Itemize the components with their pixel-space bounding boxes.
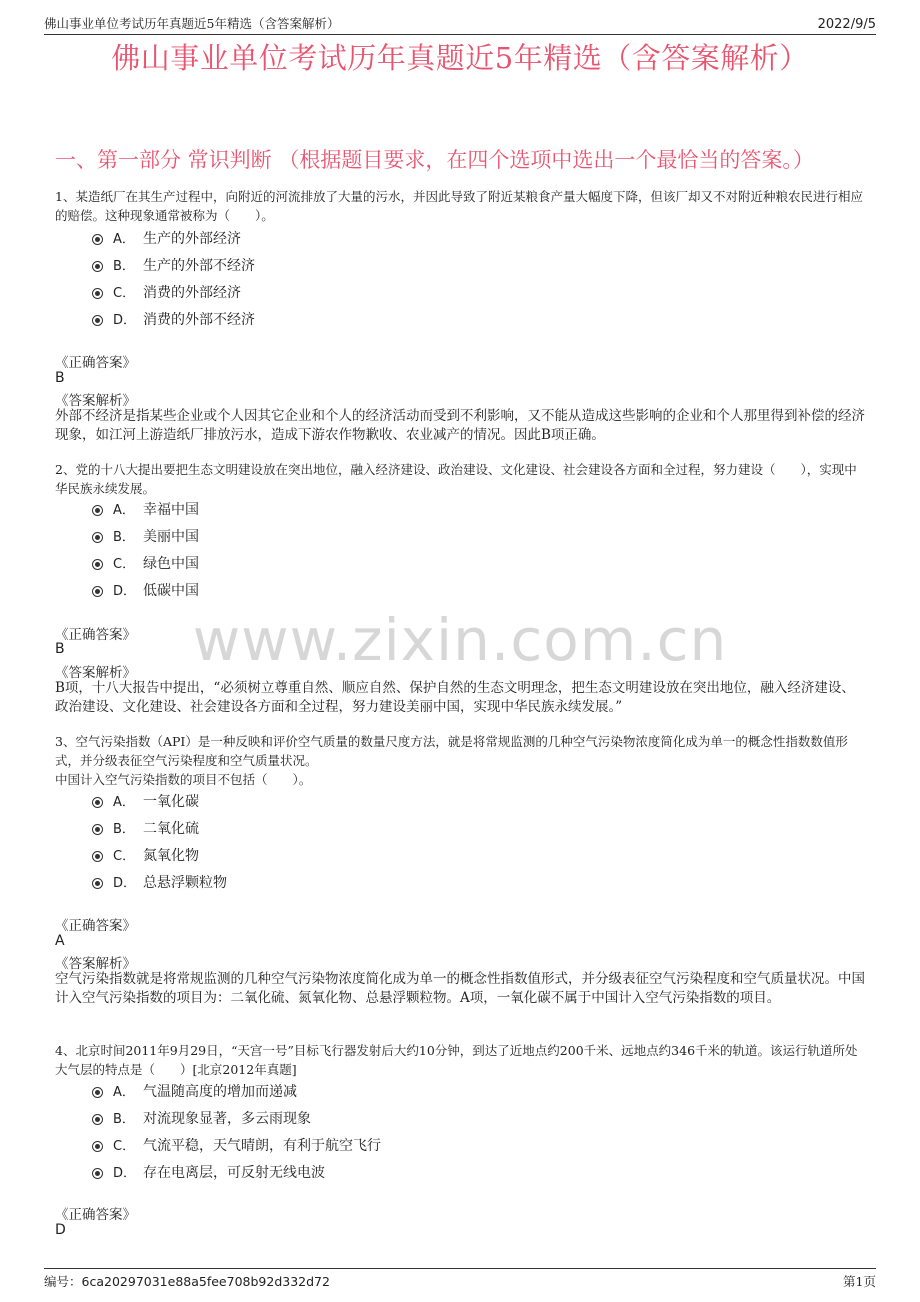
correct-answer-label: 《正确答案》 — [55, 627, 136, 643]
radio-icon[interactable] — [92, 851, 103, 862]
option-row[interactable] — [92, 495, 199, 522]
correct-answer: D — [55, 1222, 66, 1238]
analysis-label: 《答案解析》 — [55, 393, 136, 409]
option-text: 低碳中国 — [143, 582, 199, 599]
question-3-options — [92, 787, 227, 895]
option-text: 生产的外部经济 — [143, 230, 241, 247]
code-value: 6ca20297031e88a5fee708b92d332d72 — [81, 1274, 330, 1289]
question-4-text: 4、北京时间2011年9月29日，“天宫一号”目标飞行器发射后大约10分钟，到达了近地点约200千米、远地点约346千米的轨道。该运行轨道所处大气层的特点是（ ）[北京2012年真题] — [55, 1043, 858, 1077]
option-letter: B． — [113, 259, 135, 274]
option-row[interactable] — [92, 305, 255, 332]
correct-answer: B — [55, 641, 65, 657]
radio-icon[interactable] — [92, 797, 103, 808]
option-letter: C． — [113, 557, 136, 572]
question-3-prompt: 中国计入空气污染指数的项目不包括（ ）。 — [55, 772, 312, 787]
option-text: 绿色中国 — [143, 555, 199, 572]
radio-icon[interactable] — [92, 824, 103, 835]
option-row[interactable] — [92, 278, 255, 305]
radio-icon[interactable] — [92, 261, 103, 272]
analysis-label: 《答案解析》 — [55, 665, 136, 681]
document-code — [44, 1272, 330, 1290]
question-4-options — [92, 1077, 381, 1185]
option-text: 气温随高度的增加而递减 — [143, 1083, 297, 1100]
option-text: 消费的外部经济 — [143, 284, 241, 301]
correct-answer-label: 《正确答案》 — [55, 355, 136, 371]
question-1-text: 1、某造纸厂在其生产过程中，向附近的河流排放了大量的污水，并因此导致了附近某粮食产量大幅度下降，但该厂却又不对附近种粮农民进行相应的赔偿。这种现象通常被称为（ ）。 — [55, 189, 863, 223]
option-row[interactable] — [92, 787, 227, 814]
option-row[interactable] — [92, 814, 227, 841]
correct-answer-label: 《正确答案》 — [55, 1207, 136, 1223]
radio-icon[interactable] — [92, 315, 103, 326]
option-text: 氮氧化物 — [143, 847, 199, 864]
option-letter: D． — [113, 1166, 137, 1181]
radio-icon[interactable] — [92, 288, 103, 299]
radio-icon[interactable] — [92, 1141, 103, 1152]
correct-answer: B — [55, 370, 65, 386]
radio-icon[interactable] — [92, 1168, 103, 1179]
option-text: 气流平稳，天气晴朗，有利于航空飞行 — [143, 1137, 381, 1154]
watermark: www.zixin.com.cn — [192, 606, 728, 674]
page-header — [44, 10, 876, 35]
document-title: 佛山事业单位考试历年真题近5年精选（含答案解析） — [111, 41, 809, 75]
option-letter: A． — [113, 232, 135, 247]
option-letter: C． — [113, 849, 136, 864]
option-row[interactable] — [92, 522, 199, 549]
option-text: 消费的外部不经济 — [143, 311, 255, 328]
option-letter: D． — [113, 876, 137, 891]
option-row[interactable] — [92, 251, 255, 278]
radio-icon[interactable] — [92, 878, 103, 889]
analysis-label: 《答案解析》 — [55, 956, 136, 972]
option-text: 存在电离层，可反射无线电波 — [143, 1164, 325, 1181]
option-row[interactable] — [92, 868, 227, 895]
radio-icon[interactable] — [92, 1114, 103, 1125]
radio-icon[interactable] — [92, 1087, 103, 1098]
header-date: 2022/9/5 — [817, 17, 876, 32]
option-row[interactable] — [92, 1158, 381, 1185]
analysis-text: B项，十八大报告中提出，“必须树立尊重自然、顺应自然、保护自然的生态文明理念，把生态文明建设放在突出地位，融入经济建设、政治建设、文化建设、社会建设各方面和全过程，努力建设美丽中国，实现中华民族永续发展。” — [55, 680, 855, 715]
option-text: 幸福中国 — [143, 501, 199, 518]
option-row[interactable] — [92, 576, 199, 603]
option-row[interactable] — [92, 224, 255, 251]
option-letter: D． — [113, 584, 137, 599]
option-letter: C． — [113, 1139, 136, 1154]
header-title: 佛山事业单位考试历年真题近5年精选（含答案解析） — [44, 16, 340, 31]
option-row[interactable] — [92, 1104, 381, 1131]
option-text: 对流现象显著，多云雨现象 — [143, 1110, 311, 1127]
analysis-text: 外部不经济是指某些企业或个人因其它企业和个人的经济活动而受到不利影响，又不能从造成这些影响的企业和个人那里得到补偿的经济现象，如江河上游造纸厂排放污水，造成下游农作物歉收、农业减产的情况。因此B项正确。 — [55, 408, 865, 443]
option-row[interactable] — [92, 1077, 381, 1104]
option-text: 生产的外部不经济 — [143, 257, 255, 274]
option-text: 二氧化硫 — [143, 820, 199, 837]
correct-answer-label: 《正确答案》 — [55, 918, 136, 934]
radio-icon[interactable] — [92, 234, 103, 245]
option-row[interactable] — [92, 841, 227, 868]
option-text: 一氧化碳 — [143, 793, 199, 810]
option-text: 总悬浮颗粒物 — [143, 874, 227, 891]
radio-icon[interactable] — [92, 532, 103, 543]
radio-icon[interactable] — [92, 559, 103, 570]
page-footer — [44, 1268, 876, 1294]
option-letter: A． — [113, 1085, 135, 1100]
correct-answer: A — [55, 933, 65, 949]
option-letter: B． — [113, 822, 135, 837]
option-text: 美丽中国 — [143, 528, 199, 545]
option-letter: B． — [113, 1112, 135, 1127]
page-number: 第1页 — [843, 1274, 876, 1289]
radio-icon[interactable] — [92, 505, 103, 516]
option-letter: B． — [113, 530, 135, 545]
option-letter: C． — [113, 286, 136, 301]
analysis-text: 空气污染指数就是将常规监测的几种空气污染物浓度简化成为单一的概念性指数值形式，并分级表征空气污染程度和空气质量状况。中国计入空气污染指数的项目为：二氧化硫、氮氧化物、总悬浮颗粒物。A项，一氧化碳不属于中国计入空气污染指数的项目。 — [55, 971, 865, 1006]
option-letter: D． — [113, 313, 137, 328]
section-title: 一、第一部分 常识判断 （根据题目要求，在四个选项中选出一个最恰当的答案。） — [55, 148, 814, 172]
question-1-options — [92, 224, 255, 332]
question-2-text: 2、党的十八大提出要把生态文明建设放在突出地位，融入经济建设、政治建设、文化建设、社会建设各方面和全过程，努力建设（ ），实现中华民族永续发展。 — [55, 462, 857, 496]
option-letter: A． — [113, 795, 135, 810]
option-row[interactable] — [92, 1131, 381, 1158]
question-3-text: 3、空气污染指数（API）是一种反映和评价空气质量的数量尺度方法，就是将常规监测的几种空气污染物浓度简化成为单一的概念性指数数值形式，并分级表征空气污染程度和空气质量状况。 — [55, 734, 848, 768]
code-label: 编号： — [44, 1274, 82, 1289]
option-row[interactable] — [92, 549, 199, 576]
radio-icon[interactable] — [92, 586, 103, 597]
question-2-options — [92, 495, 199, 603]
option-letter: A． — [113, 503, 135, 518]
